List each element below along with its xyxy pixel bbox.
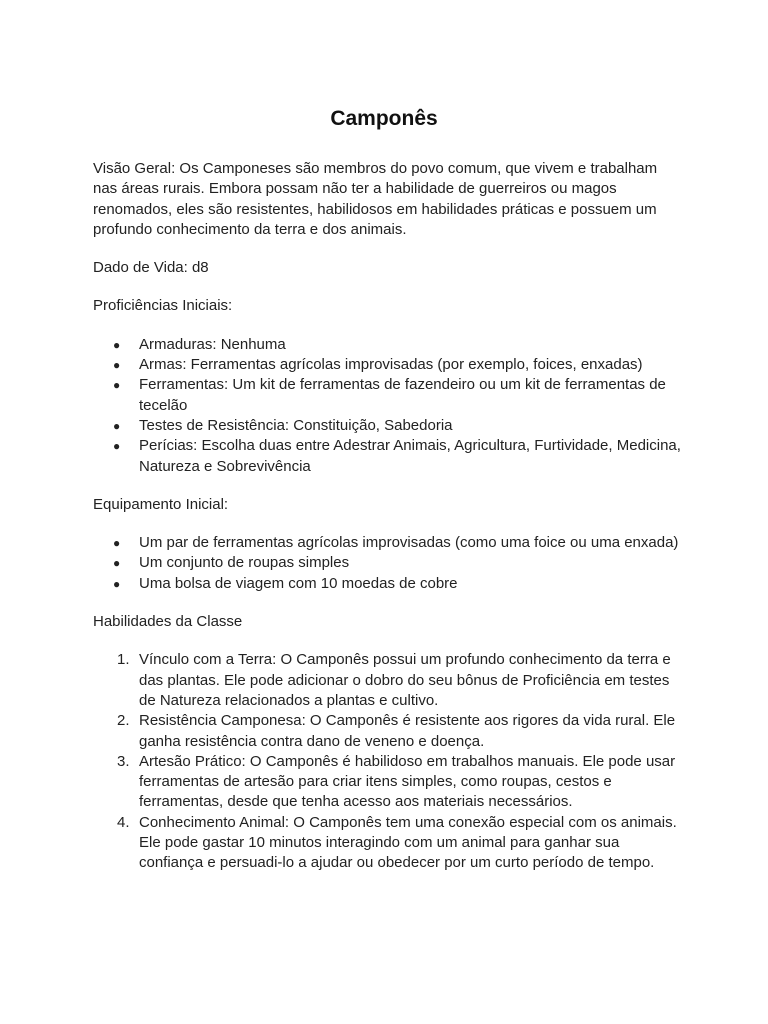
item-text: Vínculo com a Terra: O Camponês possui um profundo conhecimento da terra e das plantas. Ele pode adicionar o dobro do seu bônus de Proficiência em testes de Natureza relacionados a plantas e cultivo. xyxy=(139,651,671,709)
list-item: ● Um par de ferramentas agrícolas improvisadas (como uma foice ou uma enxada) xyxy=(93,533,683,553)
list-item: ● Armas: Ferramentas agrícolas improvisadas (por exemplo, foices, enxadas) xyxy=(93,355,683,375)
item-number: 1. xyxy=(117,651,130,669)
overview-paragraph: Visão Geral: Os Camponeses são membros do povo comum, que vivem e trabalham nas áreas rurais. Embora possam não ter a habilidade de guerreiros ou magos renomados, eles são resistentes, habilidosos em habilidades práticas e possuem um profundo conhecimento da terra e dos animais. xyxy=(93,160,658,238)
list-item: ● Testes de Resistência: Constituição, Sabedoria xyxy=(93,416,683,436)
equipment-heading: Equipamento Inicial: xyxy=(93,495,229,513)
abilities-heading: Habilidades da Classe xyxy=(93,613,243,631)
item-text: Artesão Prático: O Camponês é habilidoso em trabalhos manuais. Ele pode usar ferramentas de artesão para criar itens simples, como roupas, cestos e ferramentas, desde que tenha acesso aos materiais necessários. xyxy=(139,752,676,811)
item-number: 2. xyxy=(117,712,130,730)
proficiencies-list xyxy=(93,335,683,477)
list-item xyxy=(93,650,683,711)
list-item xyxy=(93,711,683,752)
list-item: ● Um conjunto de roupas simples xyxy=(93,553,683,573)
document-page xyxy=(93,105,683,892)
list-item: ● Armaduras: Nenhuma xyxy=(93,335,683,355)
abilities-list xyxy=(93,650,683,873)
item-number: 4. xyxy=(117,813,130,831)
list-item: ● Uma bolsa de viagem com 10 moedas de cobre xyxy=(93,574,683,594)
list-item xyxy=(93,813,683,874)
proficiencies-heading: Proficiências Iniciais: xyxy=(93,297,233,315)
list-item xyxy=(93,752,683,813)
hit-die-line: Dado de Vida: d8 xyxy=(93,259,209,277)
list-item: ● Perícias: Escolha duas entre Adestrar Animais, Agricultura, Furtividade, Medicina, Natureza e Sobrevivência xyxy=(93,436,683,477)
item-text: Conhecimento Animal: O Camponês tem uma conexão especial com os animais. Ele pode gastar 10 minutos interagindo com um animal para ganhar sua confiança e persuadi-lo a ajudar ou obedecer por um curto período de tempo. xyxy=(139,813,677,872)
item-number: 3. xyxy=(117,752,130,770)
item-text: Resistência Camponesa: O Camponês é resistente aos rigores da vida rural. Ele ganha resistência contra dano de veneno e doença. xyxy=(139,712,676,750)
equipment-list xyxy=(93,533,683,594)
list-item: ● Ferramentas: Um kit de ferramentas de fazendeiro ou um kit de ferramentas de tecelão xyxy=(93,375,683,416)
page-title: Camponês xyxy=(330,107,438,130)
